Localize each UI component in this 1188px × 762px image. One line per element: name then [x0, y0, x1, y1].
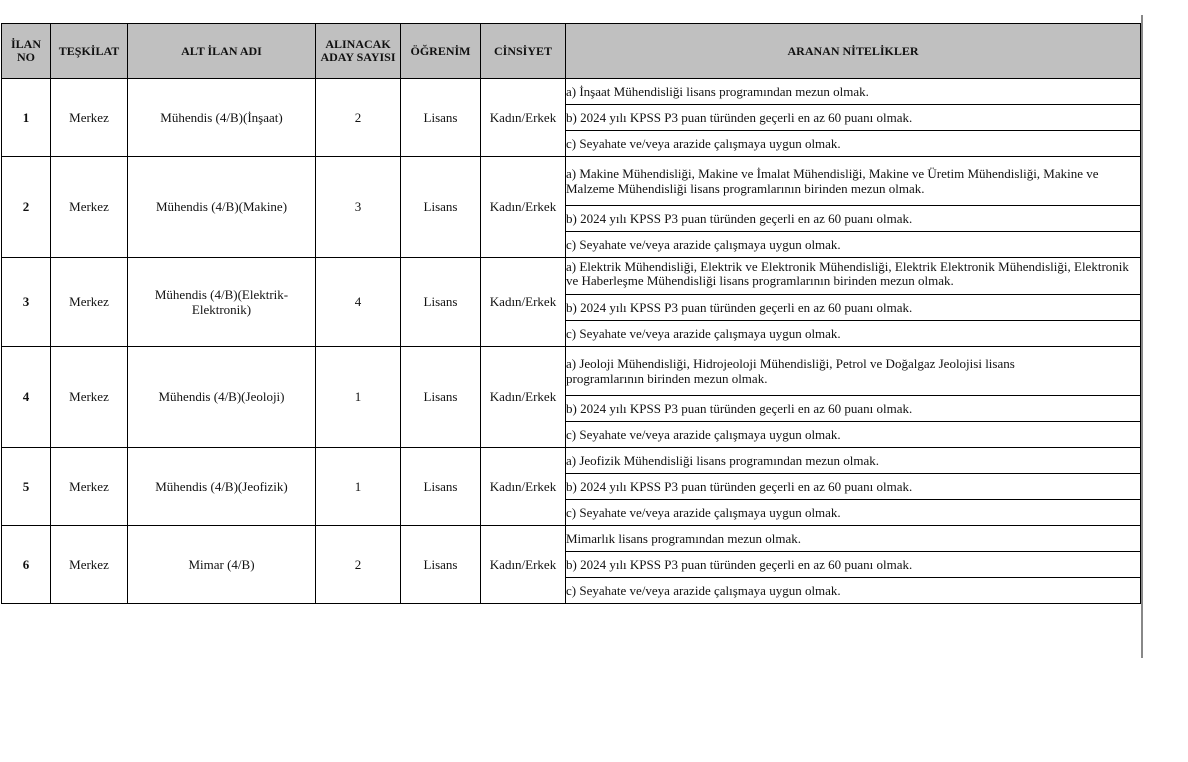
cell-requirement: b) 2024 yılı KPSS P3 puan türünden geçerli en az 60 puanı olmak. [566, 295, 1141, 321]
page-edge-line [1141, 15, 1143, 658]
header-ilan-no: İLAN NO [2, 24, 51, 79]
cell-ilan-no: 4 [2, 347, 51, 448]
cell-alt-ilan-adi: Mühendis (4/B)(İnşaat) [128, 79, 316, 157]
cell-requirement: b) 2024 yılı KPSS P3 puan türünden geçerli en az 60 puanı olmak. [566, 552, 1141, 578]
cell-ogrenim: Lisans [401, 157, 481, 258]
header-ogrenim: ÖĞRENİM [401, 24, 481, 79]
cell-teskilat: Merkez [51, 258, 128, 347]
cell-ilan-no: 3 [2, 258, 51, 347]
cell-requirement: b) 2024 yılı KPSS P3 puan türünden geçerli en az 60 puanı olmak. [566, 474, 1141, 500]
header-nitelikler: ARANAN NİTELİKLER [566, 24, 1141, 79]
cell-requirement: c) Seyahate ve/veya arazide çalışmaya uygun olmak. [566, 131, 1141, 157]
cell-requirement: a) Makine Mühendisliği, Makine ve İmalat Mühendisliği, Makine ve Üretim Mühendisliği, Makine ve Malzeme Mühendisliği lisans programlarının birinden mezun olmak. [566, 157, 1141, 206]
cell-requirement: c) Seyahate ve/veya arazide çalışmaya uygun olmak. [566, 578, 1141, 604]
cell-requirement: c) Seyahate ve/veya arazide çalışmaya uygun olmak. [566, 321, 1141, 347]
cell-aday-sayisi: 2 [316, 526, 401, 604]
cell-aday-sayisi: 1 [316, 448, 401, 526]
cell-requirement: c) Seyahate ve/veya arazide çalışmaya uygun olmak. [566, 422, 1141, 448]
cell-requirement: b) 2024 yılı KPSS P3 puan türünden geçerli en az 60 puanı olmak. [566, 105, 1141, 131]
cell-aday-sayisi: 3 [316, 157, 401, 258]
table-row [2, 448, 1141, 474]
cell-teskilat: Merkez [51, 347, 128, 448]
table-row [2, 526, 1141, 552]
cell-requirement: a) İnşaat Mühendisliği lisans programından mezun olmak. [566, 79, 1141, 105]
cell-ilan-no: 2 [2, 157, 51, 258]
job-listing-table [1, 23, 1141, 604]
cell-alt-ilan-adi: Mühendis (4/B)(Elektrik-Elektronik) [128, 258, 316, 347]
cell-requirement: a) Jeoloji Mühendisliği, Hidrojeoloji Mühendisliği, Petrol ve Doğalgaz Jeolojisi lisans programlarının birinden mezun olmak. [566, 347, 1141, 396]
cell-cinsiyet: Kadın/Erkek [481, 258, 566, 347]
cell-cinsiyet: Kadın/Erkek [481, 448, 566, 526]
cell-requirement: c) Seyahate ve/veya arazide çalışmaya uygun olmak. [566, 232, 1141, 258]
cell-aday-sayisi: 1 [316, 347, 401, 448]
header-aday-sayisi: ALINACAK ADAY SAYISI [316, 24, 401, 79]
cell-ilan-no: 5 [2, 448, 51, 526]
cell-requirement: b) 2024 yılı KPSS P3 puan türünden geçerli en az 60 puanı olmak. [566, 206, 1141, 232]
cell-ilan-no: 6 [2, 526, 51, 604]
cell-aday-sayisi: 4 [316, 258, 401, 347]
cell-ogrenim: Lisans [401, 347, 481, 448]
header-alt-ilan-adi: ALT İLAN ADI [128, 24, 316, 79]
cell-requirement: a) Jeofizik Mühendisliği lisans programından mezun olmak. [566, 448, 1141, 474]
table-row [2, 157, 1141, 206]
cell-cinsiyet: Kadın/Erkek [481, 347, 566, 448]
cell-teskilat: Merkez [51, 79, 128, 157]
cell-cinsiyet: Kadın/Erkek [481, 79, 566, 157]
header-teskilat: TEŞKİLAT [51, 24, 128, 79]
cell-cinsiyet: Kadın/Erkek [481, 157, 566, 258]
table-header-row [2, 24, 1141, 79]
cell-ilan-no: 1 [2, 79, 51, 157]
cell-alt-ilan-adi: Mühendis (4/B)(Jeoloji) [128, 347, 316, 448]
cell-cinsiyet: Kadın/Erkek [481, 526, 566, 604]
cell-alt-ilan-adi: Mühendis (4/B)(Jeofizik) [128, 448, 316, 526]
cell-aday-sayisi: 2 [316, 79, 401, 157]
cell-teskilat: Merkez [51, 448, 128, 526]
cell-requirement: a) Elektrik Mühendisliği, Elektrik ve Elektronik Mühendisliği, Elektrik Elektronik Mühendisliği, Elektronik ve Haberleşme Mühendisliği lisans programlarının birinden mezun olmak. [566, 258, 1141, 295]
cell-alt-ilan-adi: Mühendis (4/B)(Makine) [128, 157, 316, 258]
cell-requirement: c) Seyahate ve/veya arazide çalışmaya uygun olmak. [566, 500, 1141, 526]
cell-ogrenim: Lisans [401, 258, 481, 347]
header-cinsiyet: CİNSİYET [481, 24, 566, 79]
table-row [2, 258, 1141, 295]
table-row [2, 347, 1141, 396]
cell-teskilat: Merkez [51, 526, 128, 604]
cell-ogrenim: Lisans [401, 526, 481, 604]
cell-ogrenim: Lisans [401, 448, 481, 526]
cell-requirement: Mimarlık lisans programından mezun olmak. [566, 526, 1141, 552]
cell-teskilat: Merkez [51, 157, 128, 258]
table-row [2, 79, 1141, 105]
cell-alt-ilan-adi: Mimar (4/B) [128, 526, 316, 604]
cell-ogrenim: Lisans [401, 79, 481, 157]
cell-requirement: b) 2024 yılı KPSS P3 puan türünden geçerli en az 60 puanı olmak. [566, 396, 1141, 422]
